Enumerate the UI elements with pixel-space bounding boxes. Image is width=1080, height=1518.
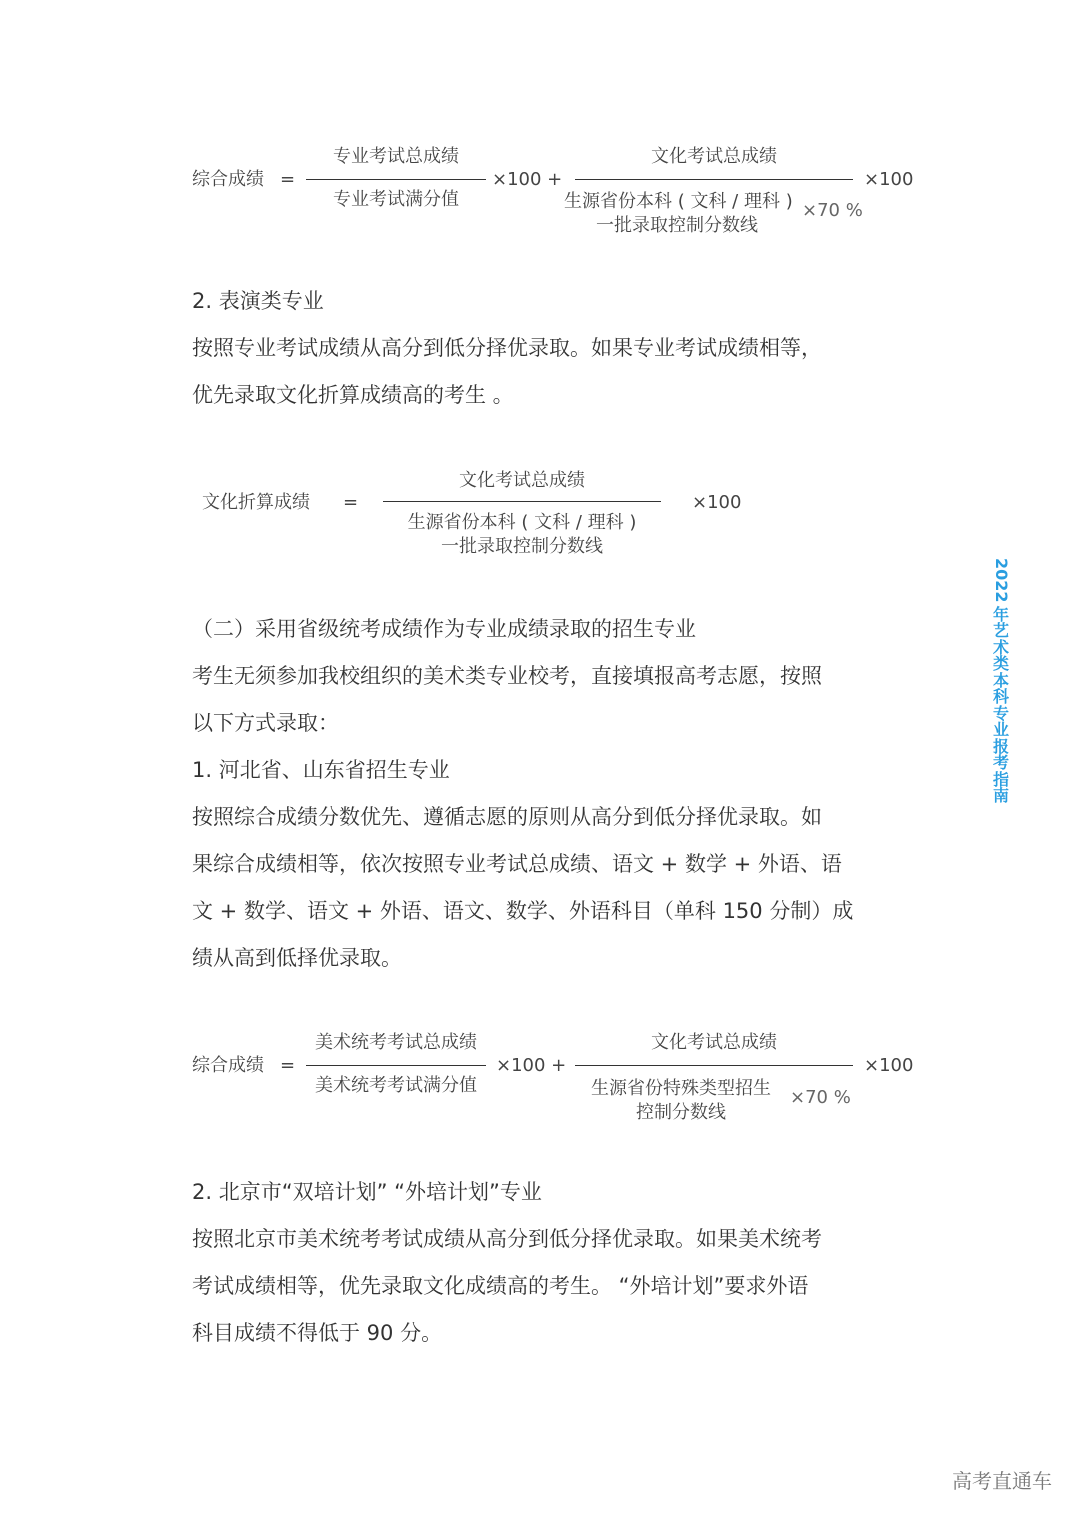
footer-watermark: 高考直通车 bbox=[952, 1469, 1052, 1493]
formula-lhs: 综合成绩 bbox=[192, 169, 264, 190]
side-label-text: 年艺术类本科专业报考指南 bbox=[992, 604, 1009, 806]
denominator: 生源省份本科 ( 文科 / 理科 ) bbox=[564, 191, 793, 212]
numerator: 文化考试总成绩 bbox=[651, 146, 777, 167]
paragraph-line: 按照专业考试成绩从高分到低分择优录取。如果专业考试成绩相等， bbox=[192, 336, 822, 360]
paragraph-line: 果综合成绩相等，依次按照专业考试总成绩、语文 + 数学 + 外语、语 bbox=[192, 852, 842, 876]
denominator: 美术统考考试满分值 bbox=[315, 1075, 477, 1096]
formula-lhs: 综合成绩 bbox=[192, 1055, 264, 1076]
section-heading: 2. 北京市“双培计划” “外培计划”专业 bbox=[192, 1180, 542, 1204]
paragraph-line: 绩从高到低择优录取。 bbox=[192, 946, 402, 970]
paragraph-line: 按照综合成绩分数优先、遵循志愿的原则从高分到低分择优录取。如 bbox=[192, 805, 822, 829]
multiplier: ×100 + bbox=[492, 169, 563, 190]
fraction-line bbox=[575, 179, 853, 180]
fraction-line bbox=[383, 501, 661, 502]
percent: ×70 % bbox=[802, 200, 863, 221]
section-heading: （二）采用省级统考成绩作为专业成绩录取的招生专业 bbox=[192, 617, 696, 641]
paragraph-line: 考试成绩相等，优先录取文化成绩高的考生。 “外培计划”要求外语 bbox=[192, 1274, 809, 1298]
percent: ×70 % bbox=[790, 1087, 851, 1108]
formula-lhs: 文化折算成绩 bbox=[202, 492, 310, 513]
side-label-year: 2022 bbox=[992, 558, 1011, 603]
denominator: 专业考试满分值 bbox=[333, 189, 459, 210]
formula-eq: = bbox=[280, 169, 296, 190]
fraction-line bbox=[306, 179, 486, 180]
numerator: 专业考试总成绩 bbox=[333, 146, 459, 167]
formula-eq: = bbox=[280, 1055, 296, 1076]
paragraph-line: 科目成绩不得低于 90 分。 bbox=[192, 1321, 443, 1345]
section-heading: 1. 河北省、山东省招生专业 bbox=[192, 758, 450, 782]
denominator: 一批录取控制分数线 bbox=[441, 536, 603, 557]
paragraph-line: 优先录取文化折算成绩高的考生 。 bbox=[192, 383, 514, 407]
numerator: 文化考试总成绩 bbox=[651, 1032, 777, 1053]
fraction-line bbox=[306, 1065, 486, 1066]
paragraph-line: 按照北京市美术统考考试成绩从高分到低分择优录取。如果美术统考 bbox=[192, 1227, 822, 1251]
paragraph-line: 文 + 数学、语文 + 外语、语文、数学、外语科目（单科 150 分制）成 bbox=[192, 899, 854, 923]
multiplier: ×100 bbox=[692, 492, 742, 513]
denominator: 控制分数线 bbox=[636, 1102, 726, 1123]
denominator: 生源省份特殊类型招生 bbox=[591, 1078, 771, 1099]
paragraph-line: 以下方式录取： bbox=[192, 711, 339, 735]
formula-eq: = bbox=[343, 492, 359, 513]
numerator: 文化考试总成绩 bbox=[459, 470, 585, 491]
denominator: 一批录取控制分数线 bbox=[596, 215, 758, 236]
denominator: 生源省份本科 ( 文科 / 理科 ) bbox=[407, 512, 637, 533]
multiplier: ×100 bbox=[864, 1055, 914, 1076]
multiplier: ×100 bbox=[864, 169, 914, 190]
numerator: 美术统考考试总成绩 bbox=[315, 1032, 477, 1053]
paragraph-line: 考生无须参加我校组织的美术类专业校考，直接填报高考志愿，按照 bbox=[192, 664, 822, 688]
section-heading: 2. 表演类专业 bbox=[192, 289, 324, 313]
multiplier: ×100 + bbox=[496, 1055, 567, 1076]
fraction-line bbox=[575, 1065, 853, 1066]
side-label bbox=[990, 558, 1012, 805]
